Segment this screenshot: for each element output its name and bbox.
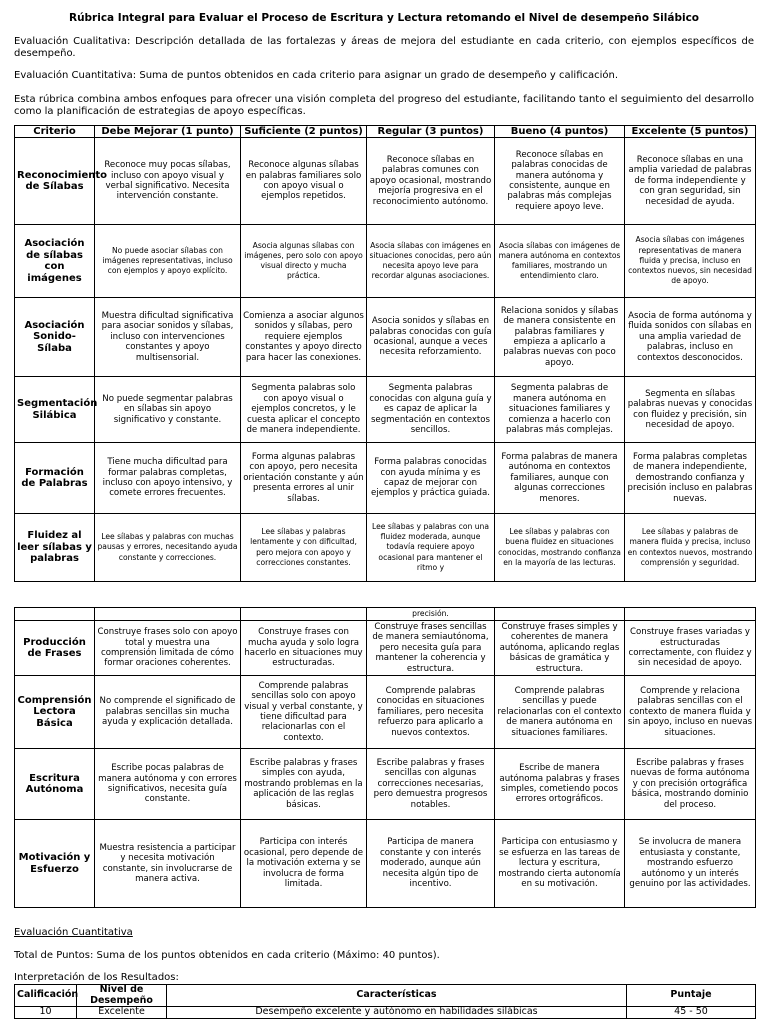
column-header: Excelente (5 puntos) <box>625 126 756 138</box>
rubric-cell: Reconoce sílabas en palabras comunes con apoyo ocasional, mostrando mejoría progresiva en el reconocimiento autónomo. <box>367 138 495 225</box>
rubric-row <box>15 749 756 820</box>
rubric-row <box>15 225 756 298</box>
rubric-cell: Lee sílabas y palabras lentamente y con dificultad, pero mejora con apoyo y correcciones constantes. <box>241 514 367 582</box>
rubric-cell: Escribe palabras y frases sencillas con algunas correcciones necesarias, pero demuestra progresos notables. <box>367 749 495 820</box>
results-cell: 45 - 50 <box>627 1007 756 1019</box>
criterion-cell: Asociación de sílabas con imágenes <box>15 225 95 298</box>
rubric-table-page2 <box>14 607 756 908</box>
rubric-cell: Forma algunas palabras con apoyo, pero necesita orientación constante y aún presenta errores al unir sílabas. <box>241 443 367 514</box>
rubric-cell: Relaciona sonidos y sílabas de manera consistente en palabras familiares y empieza a aplicarlo a palabras nuevas con poco apoyo. <box>495 298 625 377</box>
rubric-header-row <box>15 126 756 138</box>
rubric-cell: Forma palabras conocidas con ayuda mínima y es capaz de mejorar con ejemplos y práctica guiada. <box>367 443 495 514</box>
rubric-cell: Se involucra de manera entusiasta y constante, mostrando esfuerzo autónomo y un interés genuino por las actividades. <box>625 820 756 908</box>
rubric-cell: Construye frases variadas y estructuradas correctamente, con fluidez y sin necesidad de apoyo. <box>625 621 756 676</box>
rubric-row <box>15 443 756 514</box>
column-header: Criterio <box>15 126 95 138</box>
quantitative-heading: Evaluación Cuantitativa <box>14 927 133 938</box>
rubric-cell: Lee sílabas y palabras con buena fluidez en situaciones conocidas, mostrando confianza en la mayoría de las lecturas. <box>495 514 625 582</box>
rubric-cell: Participa con entusiasmo y se esfuerza en las tareas de lectura y escritura, mostrando cierta autonomía en su motivación. <box>495 820 625 908</box>
results-cell: 10 <box>15 1007 77 1019</box>
results-column-header: Calificación <box>15 985 77 1007</box>
rubric-cell: Escribe palabras y frases nuevas de forma autónoma y con precisión ortográfica básica, mostrando dominio del proceso. <box>625 749 756 820</box>
rubric-cell: Asocia sílabas con imágenes de manera autónoma en contextos familiares, mostrando un entendimiento claro. <box>495 225 625 298</box>
quantitative-paragraph: Evaluación Cuantitativa: Suma de puntos obtenidos en cada criterio para asignar un grado de desempeño y calificación. <box>14 70 619 81</box>
criterion-cell: Asociación Sonido-Sílaba <box>15 298 95 377</box>
rubric-cell: Participa de manera constante y con interés moderado, aunque aún necesita algún tipo de incentivo. <box>367 820 495 908</box>
rubric-cell: Asocia sílabas con imágenes representativas de manera fluida y precisa, incluso en contextos nuevos, sin necesidad de apoyo. <box>625 225 756 298</box>
document-title: Rúbrica Integral para Evaluar el Proceso de Escritura y Lectura retomando el Nivel de desempeño Silábico <box>68 12 700 24</box>
rubric-cell: No puede segmentar palabras en sílabas sin apoyo significativo y constante. <box>95 377 241 443</box>
rubric-cell: Comprende palabras sencillas solo con apoyo visual y verbal constante, y tiene dificultad para relacionarlas con el contexto. <box>241 676 367 749</box>
rubric-row <box>15 621 756 676</box>
rubric-cell: Asocia algunas sílabas con imágenes, pero solo con apoyo visual directo y mucha práctica. <box>241 225 367 298</box>
total-points-text: Total de Puntos: Suma de los puntos obtenidos en cada criterio (Máximo: 40 puntos). <box>14 950 440 961</box>
rubric-cell: Construye frases simples y coherentes de manera autónoma, aplicando reglas básicas de gramática y estructura. <box>495 621 625 676</box>
rubric-cell: Escribe pocas palabras de manera autónoma y con errores significativos, necesita guía constante. <box>95 749 241 820</box>
qualitative-paragraph: Evaluación Cualitativa: Descripción detallada de las fortalezas y áreas de mejora del estudiante en cada criterio, con ejemplos específicos de desempeño. <box>14 36 754 59</box>
empty-cell <box>241 608 367 621</box>
rubric-cell: Segmenta palabras conocidas con alguna guía y es capaz de aplicar la segmentación en contextos sencillos. <box>367 377 495 443</box>
results-table <box>14 984 756 1019</box>
rubric-row <box>15 298 756 377</box>
results-column-header: Características <box>167 985 627 1007</box>
rubric-cell: Comienza a asociar algunos sonidos y sílabas, pero requiere ejemplos constantes y apoyo directo para hacer las conexiones. <box>241 298 367 377</box>
rubric-cell: Comprende palabras conocidas en situaciones familiares, pero necesita refuerzo para aplicarlo a nuevos contextos. <box>367 676 495 749</box>
continuation-row <box>15 608 756 621</box>
rubric-row <box>15 377 756 443</box>
rubric-cell: Comprende y relaciona palabras sencillas con el contexto de manera fluida y sin apoyo, incluso en nuevas situaciones. <box>625 676 756 749</box>
rubric-row <box>15 138 756 225</box>
results-cell: Excelente <box>77 1007 167 1019</box>
rubric-cell: Segmenta palabras solo con apoyo visual o ejemplos concretos, y le cuesta aplicar el concepto de manera independiente. <box>241 377 367 443</box>
combined-paragraph: Esta rúbrica combina ambos enfoques para ofrecer una visión completa del progreso del estudiante, facilitando tanto el seguimiento del desarrollo como la planificación de estrategias de apoyo específicas. <box>14 94 754 117</box>
column-header: Bueno (4 puntos) <box>495 126 625 138</box>
rubric-cell: Reconoce algunas sílabas en palabras familiares solo con apoyo visual o ejemplos repetidos. <box>241 138 367 225</box>
criterion-cell: Formación de Palabras <box>15 443 95 514</box>
rubric-cell: Construye frases solo con apoyo total y muestra una comprensión limitada de cómo formar oraciones coherentes. <box>95 621 241 676</box>
rubric-cell: Lee sílabas y palabras con una fluidez moderada, aunque todavía requiere apoyo ocasional para mantener el ritmo y <box>367 514 495 582</box>
column-header: Suficiente (2 puntos) <box>241 126 367 138</box>
criterion-cell: Producción de Frases <box>15 621 95 676</box>
results-header-row <box>15 985 756 1007</box>
rubric-row <box>15 820 756 908</box>
empty-cell <box>625 608 756 621</box>
rubric-cell: Reconoce sílabas en una amplia variedad de palabras de forma independiente y con gran seguridad, sin necesidad de ayuda. <box>625 138 756 225</box>
rubric-cell: Lee sílabas y palabras de manera fluida y precisa, incluso en contextos nuevos, mostrando comprensión y seguridad. <box>625 514 756 582</box>
criterion-cell: Fluidez al leer sílabas y palabras <box>15 514 95 582</box>
criterion-cell: Comprensión Lectora Básica <box>15 676 95 749</box>
rubric-cell: Tiene mucha dificultad para formar palabras completas, incluso con apoyo intensivo, y comete errores frecuentes. <box>95 443 241 514</box>
rubric-cell: Forma palabras completas de manera independiente, demostrando confianza y precisión incluso en palabras nuevas. <box>625 443 756 514</box>
rubric-cell: Asocia sílabas con imágenes en situaciones conocidas, pero aún necesita apoyo leve para recordar algunas asociaciones. <box>367 225 495 298</box>
results-row <box>15 1007 756 1019</box>
results-column-header: Nivel de Desempeño <box>77 985 167 1007</box>
criterion-cell: Segmentación Silábica <box>15 377 95 443</box>
rubric-cell: Reconoce muy pocas sílabas, incluso con apoyo visual y verbal significativo. Necesita intervención constante. <box>95 138 241 225</box>
empty-cell <box>495 608 625 621</box>
criterion-cell: Reconocimiento de Sílabas <box>15 138 95 225</box>
rubric-cell: Muestra dificultad significativa para asociar sonidos y sílabas, incluso con intervenciones constantes y apoyo multisensorial. <box>95 298 241 377</box>
rubric-table-page1 <box>14 125 756 582</box>
rubric-cell: Forma palabras de manera autónoma en contextos familiares, aunque con algunas correcciones menores. <box>495 443 625 514</box>
rubric-cell: Reconoce sílabas en palabras conocidas de manera autónoma y consistente, aunque en palabras más complejas requiere apoyo leve. <box>495 138 625 225</box>
empty-cell <box>15 608 95 621</box>
rubric-cell: Construye frases sencillas de manera semiautónoma, pero necesita guía para mantener la coherencia y estructura. <box>367 621 495 676</box>
interpretation-label: Interpretación de los Resultados: <box>14 972 179 983</box>
rubric-cell: No puede asociar sílabas con imágenes representativas, incluso con ejemplos y apoyo explícito. <box>95 225 241 298</box>
rubric-cell: Asocia sonidos y sílabas en palabras conocidas con guía ocasional, aunque a veces necesita reforzamiento. <box>367 298 495 377</box>
rubric-cell: Asocia de forma autónoma y fluida sonidos con sílabas en una amplia variedad de palabras, incluso en contextos desconocidos. <box>625 298 756 377</box>
criterion-cell: Escritura Autónoma <box>15 749 95 820</box>
column-header: Regular (3 puntos) <box>367 126 495 138</box>
page-break <box>0 600 768 606</box>
rubric-cell: Muestra resistencia a participar y necesita motivación constante, sin involucrarse de manera activa. <box>95 820 241 908</box>
column-header: Debe Mejorar (1 punto) <box>95 126 241 138</box>
rubric-row <box>15 514 756 582</box>
results-column-header: Puntaje <box>627 985 756 1007</box>
rubric-cell: Escribe de manera autónoma palabras y frases simples, cometiendo pocos errores ortográficos. <box>495 749 625 820</box>
criterion-cell: Motivación y Esfuerzo <box>15 820 95 908</box>
rubric-cell: Segmenta en sílabas palabras nuevas y conocidas con fluidez y precisión, sin necesidad de apoyo. <box>625 377 756 443</box>
rubric-cell: Construye frases con mucha ayuda y solo logra hacerlo en situaciones muy estructuradas. <box>241 621 367 676</box>
rubric-cell: Lee sílabas y palabras con muchas pausas y errores, necesitando ayuda constante y correcciones. <box>95 514 241 582</box>
rubric-cell: Participa con interés ocasional, pero depende de la motivación externa y se involucra de forma limitada. <box>241 820 367 908</box>
rubric-cell: Comprende palabras sencillas y puede relacionarlas con el contexto de manera autónoma en situaciones familiares. <box>495 676 625 749</box>
results-cell: Desempeño excelente y autónomo en habilidades silábicas <box>167 1007 627 1019</box>
rubric-cell: Escribe palabras y frases simples con ayuda, mostrando problemas en la aplicación de las reglas básicas. <box>241 749 367 820</box>
rubric-cell: Segmenta palabras de manera autónoma en situaciones familiares y comienza a hacerlo con palabras más complejas. <box>495 377 625 443</box>
empty-cell <box>95 608 241 621</box>
continuation-cell: precisión. <box>367 608 495 621</box>
rubric-row <box>15 676 756 749</box>
rubric-cell: No comprende el significado de palabras sencillas sin mucha ayuda y explicación detallada. <box>95 676 241 749</box>
